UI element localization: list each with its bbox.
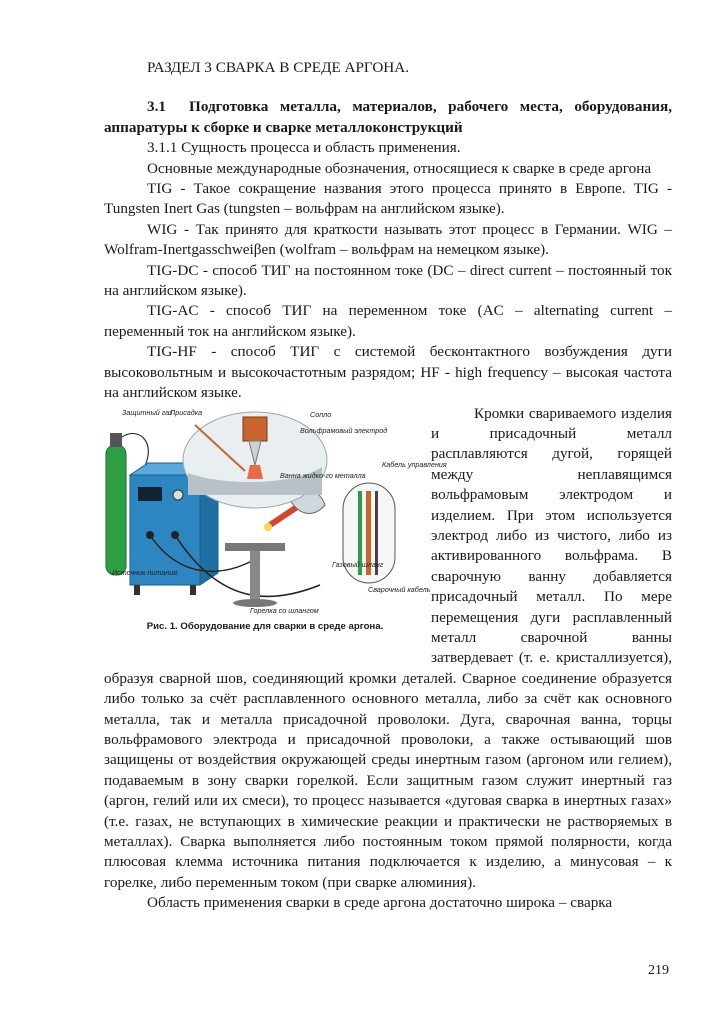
label-nozzle: Сопло [310,409,332,419]
label-torch-with-hose: Горелка со шлангом [250,605,319,615]
machine-wheel [190,585,196,595]
paragraph: TIG-AC - способ ТИГ на переменном токе (AC – alternating current – переменный ток на английском языке). [104,302,672,340]
heading-text: Подготовка металла, материалов, рабочего места, оборудования, аппаратуры к сборке и сварке металлоконструкций [104,98,672,136]
machine-knob [173,490,183,500]
gas-cylinder [106,445,126,575]
paragraph: TIG - Такое сокращение названия этого процесса принято в Европе. TIG - Tungsten Inert Gas (tungsten – вольфрам на английском языке). [104,180,672,218]
paragraph: TIG-DC - способ ТИГ на постоянном токе (DC – direct current – постоянный ток на английском языке). [104,261,672,300]
page-content [104,58,672,914]
figure-caption: Рис. 1. Оборудование для сварки в среде аргона. [146,620,384,632]
machine-wheel [134,585,140,595]
label-power-source: Источник питания [112,567,178,577]
arc-spark [264,523,272,531]
equipment-figure [100,405,447,667]
paragraph: Основные международные обозначения, относящиеся к сварке в среде аргона [147,159,652,177]
heading-number: 3.1 [147,98,166,116]
page-number: 219 [648,963,669,978]
cylinder-valve [110,433,122,447]
paragraph: TIG-HF - способ ТИГ с системой бесконтактного возбуждения дуги высоковольтным и высокочастотным разрядом; HF - high frequency – высокая частота на английском языке. [104,343,672,402]
table-stand [250,551,260,601]
label-welding-cable: Сварочный кабель [368,584,431,594]
section-heading [104,97,672,138]
label-tungsten-electrode: Вольфрамовый электрод [300,425,388,435]
machine-display [138,487,162,501]
last-paragraph: Область применения сварки в среде аргона достаточно широка – сварка [147,894,613,912]
label-shielding-gas: Защитный газ [122,407,173,417]
label-filler: Присадка [170,407,203,417]
paragraph: WIG - Так принято для краткости называть этот процесс в Германии. WIG – Wolfram-Inertgasschweiβen (wolfram – вольфрам на немецком языке). [104,220,672,259]
welding-equipment-illustration [100,405,447,615]
work-table [225,543,285,551]
main-paragraph: Кромки свариваемого изделия и присадочный металл расплавляются дугой, горящей между неплавящимся вольфрамовым электродом и изделием. При этом используется электрод либо из чистого, либо из активированного вольфрама. В сварочную ванну добавляется присадочный металл. По мере перемещения дуги расплавленный металл сварочной ванны затвердевает (т. е. кристаллизуется), образуя сварной шов, соединяющий кромки деталей. Сварное соединение образуется либо только за счёт расплавленного основного металла, либо за счёт как основного металла, так и металла присадочной проволоки. Дуга, сварочная ванна, торцы вольфрамового электрода и присадочной проволоки, а также остывающий шов защищены от воздействия окружающей среды инертным газом (аргоном или гелием), подаваемым в зону сварки горелкой. Если защитным газом служит инертный газ (аргон, гелий или их смеси), то процесс называется «дуговая сварка в инертных газах» (т.е. газах, не вступающих в химические реакции и практически не растворяемых в металлах). Сварка выполняется либо постоянным током прямой полярности, когда плюсовая клемма источника питания подключается к изделию, а минусовая – к горелке, либо переменным током (при сварке алюминия). [104,404,672,891]
label-weld-pool: Ванна жидко-го металла [280,470,366,480]
label-gas-hose: Газовый шланг [332,559,384,569]
label-control-cable: Кабель управления [382,459,447,469]
section-title: РАЗДЕЛ 3 СВАРКА В СРЕДЕ АРГОНА. [147,59,410,76]
subheading: 3.1.1 Сущность процесса и область применения. [147,139,461,157]
torch-nozzle-drawing [243,417,267,441]
